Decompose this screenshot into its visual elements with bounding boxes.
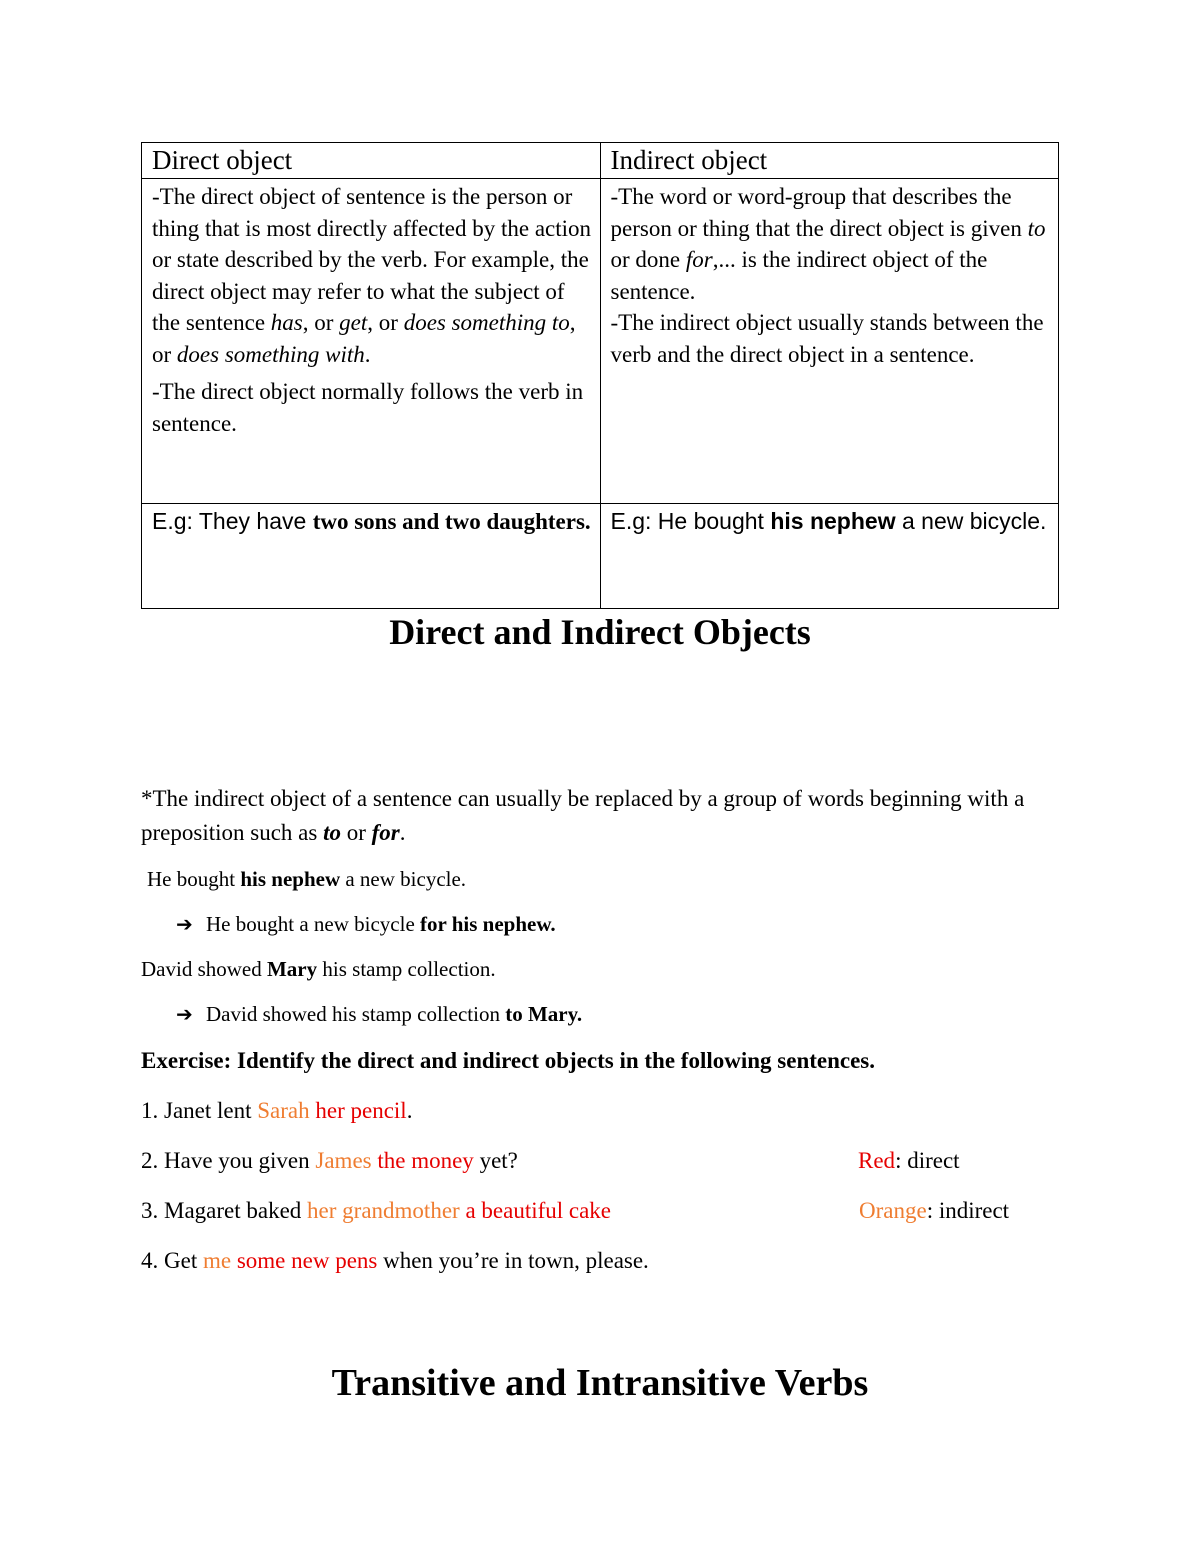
legend-indirect: Orange: indirect bbox=[859, 1198, 1010, 1223]
indirect-object-example: E.g: He bought his nephew a new bicycle. bbox=[600, 504, 1059, 609]
direct-object-definition: -The direct object of sentence is the person or thing that is most directly affected by the action or state described by the verb. For example, the direct object may refer to what the subject of the sentence has, or get, or does something to, or does something with. -The direct object normally follows the verb in sentence. bbox=[142, 179, 601, 504]
example-rewrite-2: ➔ David showed his stamp collection to Mary. bbox=[176, 999, 582, 1029]
indirect-object-definition: -The word or word-group that describes the person or thing that the direct object is given to or done for,... is the indirect object of the sentence. -The indirect object usually stands between the verb and the direct object in a sentence. bbox=[600, 179, 1059, 504]
direct-object-header: Direct object bbox=[142, 143, 601, 179]
exercise-heading: Exercise: Identify the direct and indirect objects in the following sentences. bbox=[141, 1048, 876, 1073]
section-title-objects: Direct and Indirect Objects bbox=[389, 612, 811, 652]
direct-object-example: E.g: They have two sons and two daughters. bbox=[142, 504, 601, 609]
arrow-icon: ➔ bbox=[176, 1002, 193, 1026]
example-rewrite-1: ➔ He bought a new bicycle for his nephew. bbox=[176, 909, 556, 939]
exercise-item-4: 4. Get me some new pens when you’re in town, please. bbox=[141, 1248, 649, 1273]
example-sentence-2: David showed Mary his stamp collection. bbox=[141, 957, 496, 981]
indirect-object-note: *The indirect object of a sentence can usually be replaced by a group of words beginning with a preposition such as to or for. bbox=[141, 786, 1025, 845]
exercise-item-3: 3. Magaret baked her grandmother a beautiful cake bbox=[141, 1198, 612, 1223]
arrow-icon: ➔ bbox=[176, 912, 193, 936]
section-title-verbs: Transitive and Intransitive Verbs bbox=[331, 1362, 869, 1404]
exercise-item-1: 1. Janet lent Sarah her pencil. bbox=[141, 1098, 413, 1123]
exercise-item-2: 2. Have you given James the money yet? bbox=[141, 1148, 518, 1173]
comparison-table bbox=[141, 142, 1059, 609]
example-sentence-1: He bought his nephew a new bicycle. bbox=[147, 867, 467, 891]
legend-direct: Red: direct bbox=[858, 1148, 960, 1173]
indirect-object-header: Indirect object bbox=[600, 143, 1059, 179]
